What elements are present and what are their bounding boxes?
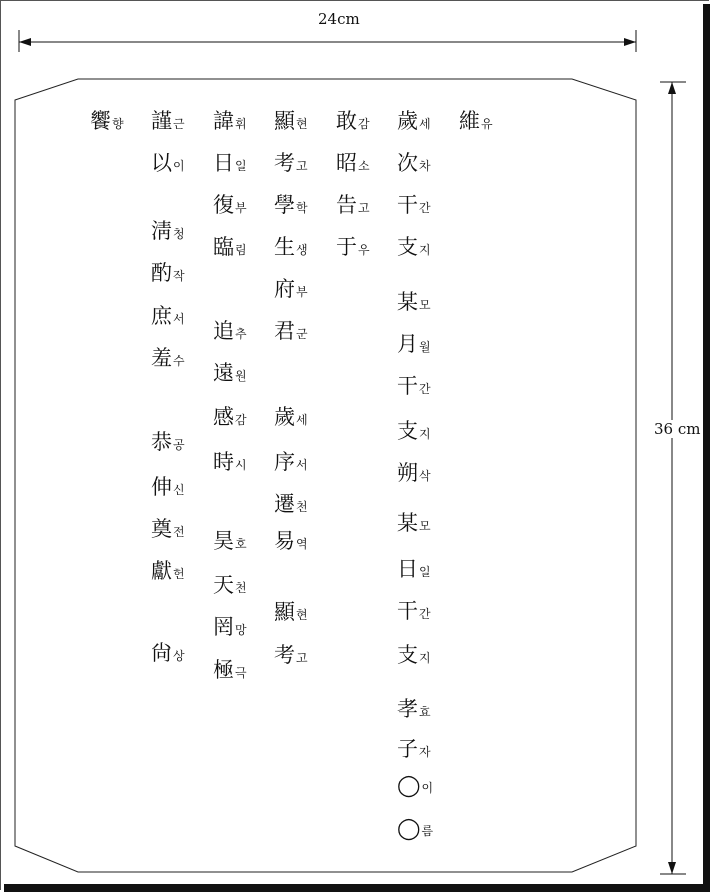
- glyph-cell: [397, 376, 431, 397]
- glyph-cell: [397, 818, 433, 839]
- hangul-reading: 망: [235, 623, 247, 637]
- glyph-cell: [397, 739, 431, 760]
- glyph-cell: [213, 237, 247, 258]
- hangul-reading: 세: [419, 117, 431, 131]
- glyph-cell: [213, 660, 247, 681]
- glyph-cell: [213, 575, 247, 596]
- glyph-cell: [274, 602, 308, 623]
- hanja-character: ◯: [397, 816, 421, 840]
- glyph-cell: [397, 645, 431, 666]
- hanja-character: 追: [213, 319, 234, 343]
- hangul-reading: 청: [173, 227, 185, 241]
- hanja-character: 考: [274, 643, 295, 667]
- glyph-cell: [274, 279, 308, 300]
- hangul-reading: 서: [173, 312, 185, 326]
- glyph-cell: [397, 513, 431, 534]
- glyph-cell: [213, 111, 247, 132]
- hanja-character: 遷: [274, 492, 295, 516]
- glyph-cell: [90, 111, 124, 132]
- hangul-reading: 근: [173, 117, 185, 131]
- hanja-character: 復: [213, 193, 234, 217]
- hangul-reading: 모: [419, 298, 431, 312]
- hangul-reading: 역: [296, 537, 308, 551]
- hanja-character: 罔: [213, 615, 234, 639]
- hangul-reading: 간: [419, 382, 431, 396]
- hangul-reading: 향: [112, 117, 124, 131]
- glyph-cell: [397, 421, 431, 442]
- height-arrow-top: [668, 82, 676, 94]
- hangul-reading: 시: [235, 458, 247, 472]
- glyph-cell: [336, 111, 370, 132]
- glyph-cell: [151, 432, 185, 453]
- hangul-reading: 이: [421, 781, 434, 795]
- hanja-character: 維: [459, 109, 480, 133]
- width-arrow-left: [19, 38, 31, 46]
- glyph-cell: [213, 531, 247, 552]
- hanja-character: 學: [274, 193, 295, 217]
- glyph-cell: [397, 111, 431, 132]
- hanja-character: 序: [274, 450, 295, 474]
- hangul-reading: 이: [173, 159, 185, 173]
- hanja-character: 歲: [397, 109, 418, 133]
- hanja-character: 天: [213, 573, 234, 597]
- hanja-character: 伸: [151, 475, 172, 499]
- glyph-cell: [397, 292, 431, 313]
- glyph-cell: [274, 153, 308, 174]
- glyph-cell: [213, 321, 247, 342]
- hanja-character: 遠: [213, 361, 234, 385]
- glyph-cell: [336, 237, 370, 258]
- glyph-cell: [151, 153, 185, 174]
- hanja-character: 府: [274, 277, 295, 301]
- hangul-reading: 현: [296, 117, 308, 131]
- glyph-cell: [274, 195, 308, 216]
- glyph-cell: [213, 407, 247, 428]
- hanja-character: 告: [336, 193, 357, 217]
- hangul-reading: 서: [296, 458, 308, 472]
- hangul-reading: 지: [419, 243, 431, 257]
- glyph-cell: [151, 477, 185, 498]
- glyph-cell: [151, 561, 185, 582]
- glyph-cell: [336, 195, 370, 216]
- hangul-reading: 유: [481, 117, 493, 131]
- glyph-cell: [274, 111, 308, 132]
- glyph-cell: [397, 237, 431, 258]
- hangul-reading: 현: [296, 608, 308, 622]
- hanja-character: 極: [213, 658, 234, 682]
- hanja-character: 顯: [274, 109, 295, 133]
- hangul-reading: 삭: [419, 469, 431, 483]
- glyph-cell: [274, 452, 308, 473]
- hanja-character: 君: [274, 319, 295, 343]
- width-arrow-right: [624, 38, 636, 46]
- hangul-reading: 모: [419, 519, 431, 533]
- glyph-cell: [213, 617, 247, 638]
- hanja-character: 尙: [151, 641, 172, 665]
- glyph-cell: [397, 334, 431, 355]
- hangul-reading: 원: [235, 369, 247, 383]
- glyph-cell: [151, 348, 185, 369]
- glyph-cell: [397, 153, 431, 174]
- hangul-reading: 수: [173, 354, 185, 368]
- hanja-character: 日: [397, 557, 418, 581]
- glyph-cell: [459, 111, 493, 132]
- hangul-reading: 부: [235, 201, 247, 215]
- hanja-character: 支: [397, 419, 418, 443]
- glyph-cell: [397, 463, 431, 484]
- glyph-cell: [151, 643, 185, 664]
- glyph-cell: [397, 775, 433, 796]
- glyph-cell: [336, 153, 370, 174]
- hanja-character: 干: [397, 599, 418, 623]
- hanja-character: 淸: [151, 219, 172, 243]
- hangul-reading: 지: [419, 427, 431, 441]
- glyph-cell: [151, 263, 185, 284]
- glyph-cell: [151, 519, 185, 540]
- glyph-cell: [397, 559, 431, 580]
- hangul-reading: 휘: [235, 117, 247, 131]
- hangul-reading: 신: [173, 483, 185, 497]
- hanja-character: 恭: [151, 430, 172, 454]
- hangul-reading: 호: [235, 537, 247, 551]
- hanja-character: 昭: [336, 151, 357, 175]
- hangul-reading: 헌: [173, 567, 185, 581]
- hanja-character: 時: [213, 450, 234, 474]
- glyph-cell: [274, 321, 308, 342]
- hangul-reading: 림: [235, 243, 247, 257]
- hanja-character: 生: [274, 235, 295, 259]
- glyph-cell: [274, 494, 308, 515]
- hangul-reading: 상: [173, 649, 185, 663]
- hangul-reading: 름: [421, 824, 434, 838]
- hangul-reading: 학: [296, 201, 308, 215]
- glyph-cell: [213, 153, 247, 174]
- hangul-reading: 작: [173, 269, 185, 283]
- glyph-cell: [151, 221, 185, 242]
- hanja-character: 支: [397, 235, 418, 259]
- hanja-character: 歲: [274, 405, 295, 429]
- hangul-reading: 극: [235, 666, 247, 680]
- glyph-cell: [213, 452, 247, 473]
- hanja-character: 孝: [397, 697, 418, 721]
- glyph-cell: [274, 237, 308, 258]
- hanja-character: ◯: [397, 773, 421, 797]
- hangul-reading: 생: [296, 243, 308, 257]
- hangul-reading: 차: [419, 159, 431, 173]
- glyph-cell: [151, 111, 185, 132]
- hangul-reading: 세: [296, 413, 308, 427]
- hangul-reading: 감: [235, 413, 247, 427]
- hangul-reading: 천: [296, 500, 308, 514]
- hanja-character: 感: [213, 405, 234, 429]
- hangul-reading: 일: [419, 565, 431, 579]
- hangul-reading: 천: [235, 581, 247, 595]
- glyph-cell: [274, 645, 308, 666]
- width-label: 24cm: [318, 10, 360, 28]
- hangul-reading: 전: [173, 525, 185, 539]
- hanja-character: 庶: [151, 304, 172, 328]
- height-arrow-bottom: [668, 862, 676, 874]
- hangul-reading: 소: [358, 159, 370, 173]
- glyph-cell: [274, 531, 308, 552]
- hangul-reading: 추: [235, 327, 247, 341]
- glyph-cell: [213, 195, 247, 216]
- hanja-character: 子: [397, 737, 418, 761]
- hanja-character: 月: [397, 332, 418, 356]
- hanja-character: 獻: [151, 559, 172, 583]
- hanja-character: 謹: [151, 109, 172, 133]
- hanja-character: 顯: [274, 600, 295, 624]
- hangul-reading: 월: [419, 340, 431, 354]
- hanja-character: 酌: [151, 261, 172, 285]
- hanja-character: 臨: [213, 235, 234, 259]
- hangul-reading: 고: [296, 159, 308, 173]
- glyph-cell: [213, 363, 247, 384]
- hangul-reading: 간: [419, 607, 431, 621]
- glyph-cell: [397, 601, 431, 622]
- hanja-character: 昊: [213, 529, 234, 553]
- hangul-reading: 효: [419, 705, 431, 719]
- hangul-reading: 고: [296, 651, 308, 665]
- hangul-reading: 자: [419, 745, 431, 759]
- hangul-reading: 우: [358, 243, 370, 257]
- hangul-reading: 일: [235, 159, 247, 173]
- hanja-character: 次: [397, 151, 418, 175]
- hanja-character: 諱: [213, 109, 234, 133]
- hangul-reading: 고: [358, 201, 370, 215]
- hanja-character: 干: [397, 193, 418, 217]
- hanja-character: 朔: [397, 461, 418, 485]
- hanja-character: 以: [151, 151, 172, 175]
- hanja-character: 考: [274, 151, 295, 175]
- hangul-reading: 부: [296, 285, 308, 299]
- hanja-character: 饗: [90, 109, 111, 133]
- hanja-character: 于: [336, 235, 357, 259]
- hanja-character: 某: [397, 511, 418, 535]
- hanja-character: 日: [213, 151, 234, 175]
- glyph-cell: [397, 195, 431, 216]
- glyph-cell: [274, 407, 308, 428]
- hanja-character: 敢: [336, 109, 357, 133]
- paper-outline: [15, 79, 636, 872]
- hanja-character: 某: [397, 290, 418, 314]
- hangul-reading: 군: [296, 327, 308, 341]
- hanja-character: 奠: [151, 517, 172, 541]
- glyph-cell: [397, 699, 431, 720]
- hangul-reading: 공: [173, 438, 185, 452]
- hanja-character: 易: [274, 529, 295, 553]
- hanja-character: 干: [397, 374, 418, 398]
- hangul-reading: 감: [358, 117, 370, 131]
- glyph-cell: [151, 306, 185, 327]
- hangul-reading: 지: [419, 651, 431, 665]
- hanja-character: 支: [397, 643, 418, 667]
- hanja-character: 羞: [151, 346, 172, 370]
- height-label: 36 cm: [654, 420, 701, 438]
- hangul-reading: 간: [419, 201, 431, 215]
